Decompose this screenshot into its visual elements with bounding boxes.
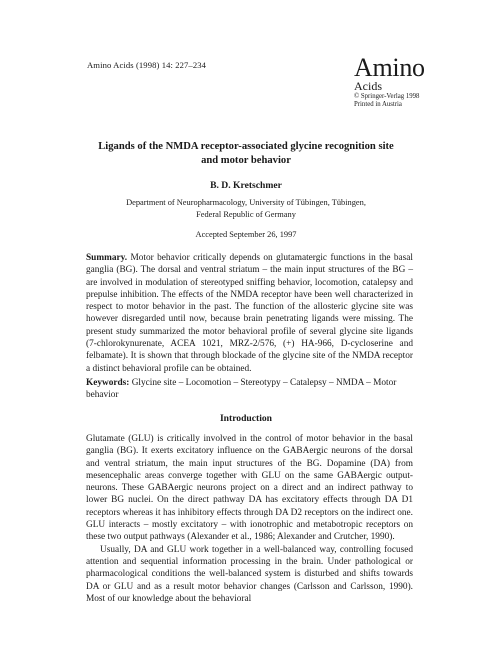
section-heading-introduction: Introduction [219,413,273,424]
affiliation-line-1: Department of Neuropharmacology, University of Tübingen, Tübingen, [126,198,366,207]
accepted-date: Accepted September 26, 1997 [195,230,297,239]
journal-name: Amino [354,53,425,82]
affiliation [60,197,432,220]
summary-abstract [86,252,413,375]
summary-text: Motor behavior critically depends on glutamatergic functions in the basal ganglia (BG). The dorsal and ventral striatum – the main input structures of the BG – are involved in modulation of stereotyped sniffing behavior, locomotion, catalepsy and prepulse inhibition. The effects of the NMDA receptor have been well characterized in respect to motor behavior in the past. The function of the allosteric glycine site was however disregarded until now, because brain penetrating ligands were missing. The present study summarized the motor behavioral profile of several glycine site ligands (7-chlorokynurenate, ACEA 1021, MRZ-2/576, (+) HA-966, D-cycloserine and felbamate). It is shown that through blockade of the glycine site of the NMDA receptor a distinct behavioral profile can be obtained. [86,253,413,374]
introduction-body [86,433,413,605]
journal-subtitle: Acids [354,79,382,93]
keywords-text: Glycine site – Locomotion – Stereotypy – Catalepsy – NMDA – Motor behavior [86,378,397,401]
affiliation-line-2: Federal Republic of Germany [196,209,296,219]
author-name: B. D. Kretschmer [210,180,282,191]
printed-notice: Printed in Austria [354,101,402,108]
copyright-notice: © Springer-Verlag 1998 [354,93,420,100]
keywords [86,377,413,402]
introduction-paragraph-2: Usually, DA and GLU work together in a well-balanced way, controlling focused attention and sequential information processing in the brain. Under pathological or pharmacological conditions the well-balanced system is disturbed and shifts towards DA or GLU and as a result motor behavior changes (Carlsson and Carlsson, 1990). Most of our knowledge about the behavioral [86,544,413,604]
citation-line: Amino Acids (1998) 14: 227–234 [87,60,207,70]
title-line-2: and motor behavior [201,155,291,166]
keywords-label: Keywords: [86,378,130,388]
title-line-1: Ligands of the NMDA receptor-associated glycine recognition site [98,141,394,152]
introduction-paragraph-1: Glutamate (GLU) is critically involved in the control of motor behavior in the basal ganglia (BG). It exerts excitatory influence on the GABAergic neurons of the dorsal and ventral striatum, the main input structures of the BG. Dopamine (DA) from mesencephalic areas converge together with GLU on the same GABAergic output-neurons. These GABAergic neurons project on a direct and an indirect pathway to lower BG nuclei. On the direct pathway DA has excitatory effects through DA D1 receptors whereas it has inhibitory effects through DA D2 receptors on the indirect one. GLU interacts – mostly excitatory – with ionotrophic and metabotropic receptors on these two output pathways (Alexander et al., 1986; Alexander and Crutcher, 1990). [86,434,413,543]
summary-label: Summary. [86,253,128,263]
article-title [60,140,432,168]
journal-logo [354,53,434,109]
